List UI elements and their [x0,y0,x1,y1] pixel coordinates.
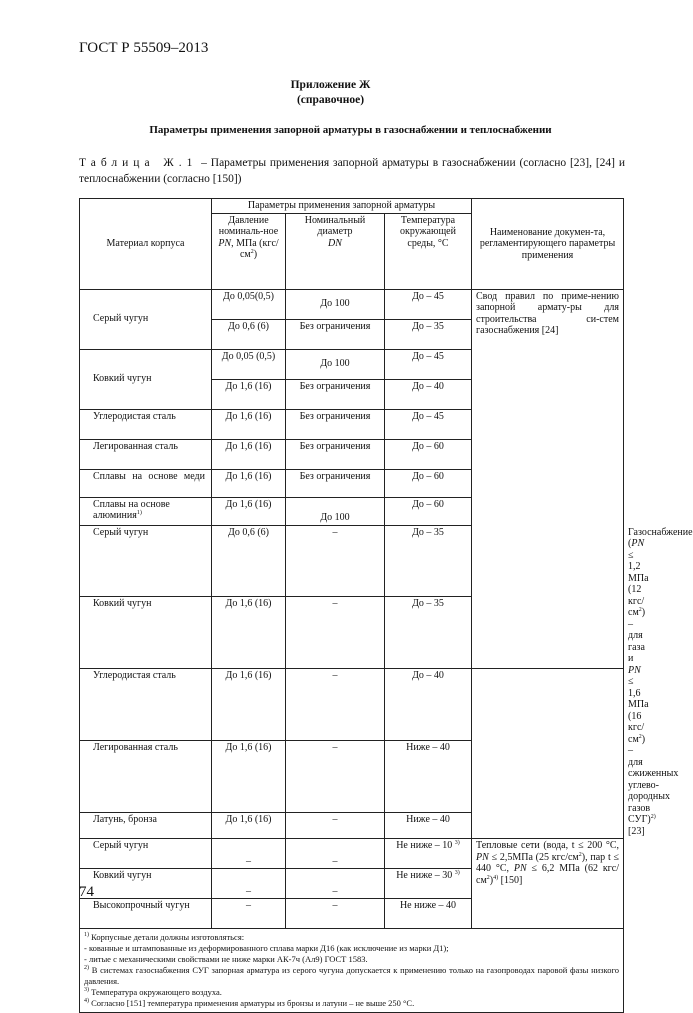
material-cell: Углеродистая сталь [80,409,212,439]
document-cell-heat-networks: Тепловые сети (вода, t ≤ 200 °С, PN ≤ 2,5МПа (25 кгс/$см^2$), пар t ≤ 440 °С, PN ≤ 6,2 МПа (62 кгс/$см^2)^{4)}$ [150] [472,839,624,929]
temperature-cell: До – 45 [385,289,472,319]
temperature-cell: До – 60 [385,439,472,469]
material-cell: Легированная сталь [80,439,212,469]
material-cell: Углеродистая сталь [80,669,212,741]
pressure-cell: До 1,6 (16) [212,597,286,669]
diameter-cell: Без ограничения [286,409,385,439]
header-params-group: Параметры применения запорной арматуры [212,199,472,214]
diameter-cell: – [286,813,385,839]
pressure-cell: До 1,6 (16) [212,439,286,469]
material-cell: Высокопрочный чугун [80,899,212,929]
diameter-cell: – [286,899,385,929]
pressure-cell: – [212,899,286,929]
temperature-cell: До – 40 [385,669,472,741]
diameter-cell: – [286,525,385,597]
header-temperature: Температура окружающей среды, °С [385,213,472,289]
diameter-cell: Без ограничения [286,439,385,469]
header-row [80,199,624,214]
note-3: $^{3)}$ Температура окружающего воздуха. [84,987,222,997]
appendix-subtitle: (справочное) [296,94,365,106]
temperature-cell: Ниже – 40 [385,813,472,839]
material-cell: Серый чугун [80,525,212,597]
material-cell: Серый чугун [80,289,212,349]
note-1: $^{1)}$ Корпусные детали должны изготовляться: [84,932,245,942]
table-row [80,813,624,839]
material-cell: Ковкий чугун [80,349,212,409]
material-cell: Ковкий чугун [80,597,212,669]
temperature-cell: Не ниже – 10 $^{3)}$ [385,839,472,869]
temperature-cell: До – 45 [385,349,472,379]
document-cell-gas-rules: Свод правил по приме-нению запорной армату-ры для строительства си-стем газоснабжения [24] [472,289,624,669]
diameter-cell: До 100 [286,497,385,525]
material-cell: Легированная сталь [80,741,212,813]
diameter-cell: Без ограничения [286,469,385,497]
pressure-cell: До 1,6 (16) [212,497,286,525]
temperature-cell: До – 35 [385,319,472,349]
pressure-cell: – [212,839,286,869]
diameter-cell: – [286,839,385,869]
standard-header: ГОСТ Р 55509–2013 [79,40,209,56]
appendix-heading [0,78,661,108]
note-2: $^{2)}$ В системах газоснабжения СУГ запорная арматура из серого чугуна допускается к применению только на газопроводах паровой фазы низкого давления. [84,965,619,986]
pressure-cell: До 1,6 (16) [212,741,286,813]
caption-text: – Параметры применения запорной арматуры в газоснабжении (согласно [23], [24] и теплоснабжении (согласно [150]) [79,157,625,185]
diameter-cell: – [286,741,385,813]
pressure-cell: До 1,6 (16) [212,409,286,439]
header-diameter: Номинальный диаметр DN [286,213,385,289]
header-document: Наименование докумен-та, регламентирующего параметры применения [472,199,624,290]
params-table [79,198,693,1013]
header-pressure: Давление номиналь-ное PN, МПа $(кгс/см^2)$ [212,213,286,289]
temperature-cell: До – 35 [385,597,472,669]
pressure-cell: – [212,869,286,899]
temperature-cell: Ниже – 40 [385,741,472,813]
table-row [80,669,624,741]
pressure-cell: До 1,6 (16) [212,379,286,409]
pressure-cell: До 0,05(0,5) [212,289,286,319]
pressure-cell: До 1,6 (16) [212,669,286,741]
temperature-cell: До – 45 [385,409,472,439]
temperature-cell: До – 60 [385,469,472,497]
appendix-title: Приложение Ж [290,79,371,91]
page-number: 74 [79,884,94,900]
material-cell: Ковкий чугун [80,869,212,899]
diameter-cell: До 100 [286,289,385,319]
pressure-cell: До 0,05 (0,5) [212,349,286,379]
table-notes [80,929,624,1013]
material-cell: Сплавы на основе алюминия$^{1)}$ [80,497,212,525]
temperature-cell: До – 60 [385,497,472,525]
diameter-cell: – [286,869,385,899]
temperature-cell: До – 35 [385,525,472,597]
table-row [80,741,624,813]
diameter-cell: До 100 [286,349,385,379]
note-4: $^{4)}$ Согласно [151] температура применения арматуры из бронзы и латуни – не выше 250 °С. [84,998,415,1008]
material-cell: Серый чугун [80,839,212,869]
table-row [80,289,624,319]
pressure-cell: До 0,6 (6) [212,319,286,349]
material-cell: Сплавы на основе меди [80,469,212,497]
diameter-cell: Без ограничения [286,319,385,349]
diameter-cell: Без ограничения [286,379,385,409]
temperature-cell: Не ниже – 30 $^{3)}$ [385,869,472,899]
material-cell: Латунь, бронза [80,813,212,839]
pressure-cell: До 0,6 (6) [212,525,286,597]
notes-row [80,929,624,1013]
diameter-cell: – [286,669,385,741]
diameter-cell: – [286,597,385,669]
note-1a: - кованные и штампованные из деформированного сплава марки Д16 (как исключение из марки Д1); [84,943,449,953]
note-1b: - литые с механическими свойствами не ниже марки АК-7ч (Ал9) ГОСТ 1583. [84,954,368,964]
caption-lead: Таблица Ж.1 [79,157,198,169]
temperature-cell: До – 40 [385,379,472,409]
pressure-cell: До 1,6 (16) [212,813,286,839]
table-row: Серый чугун До 0,6 (6) – До – 35 Газоснабжение (PN ≤ 1,2 МПа (12 кгс/$см^2$) – для газа и PN ≤ 1,6 МПа (16 кгс/$см^2$) – для сжиженных углево-дородных газов СУГ)$^{2)}$ [23] [80,525,624,597]
table-row [80,839,624,869]
document-title: Параметры применения запорной арматуры в газоснабжении и теплоснабжении [149,124,552,136]
pressure-cell: До 1,6 (16) [212,469,286,497]
temperature-cell: Не ниже – 40 [385,899,472,929]
table-caption [79,155,625,187]
header-material: Материал корпуса [80,199,212,290]
